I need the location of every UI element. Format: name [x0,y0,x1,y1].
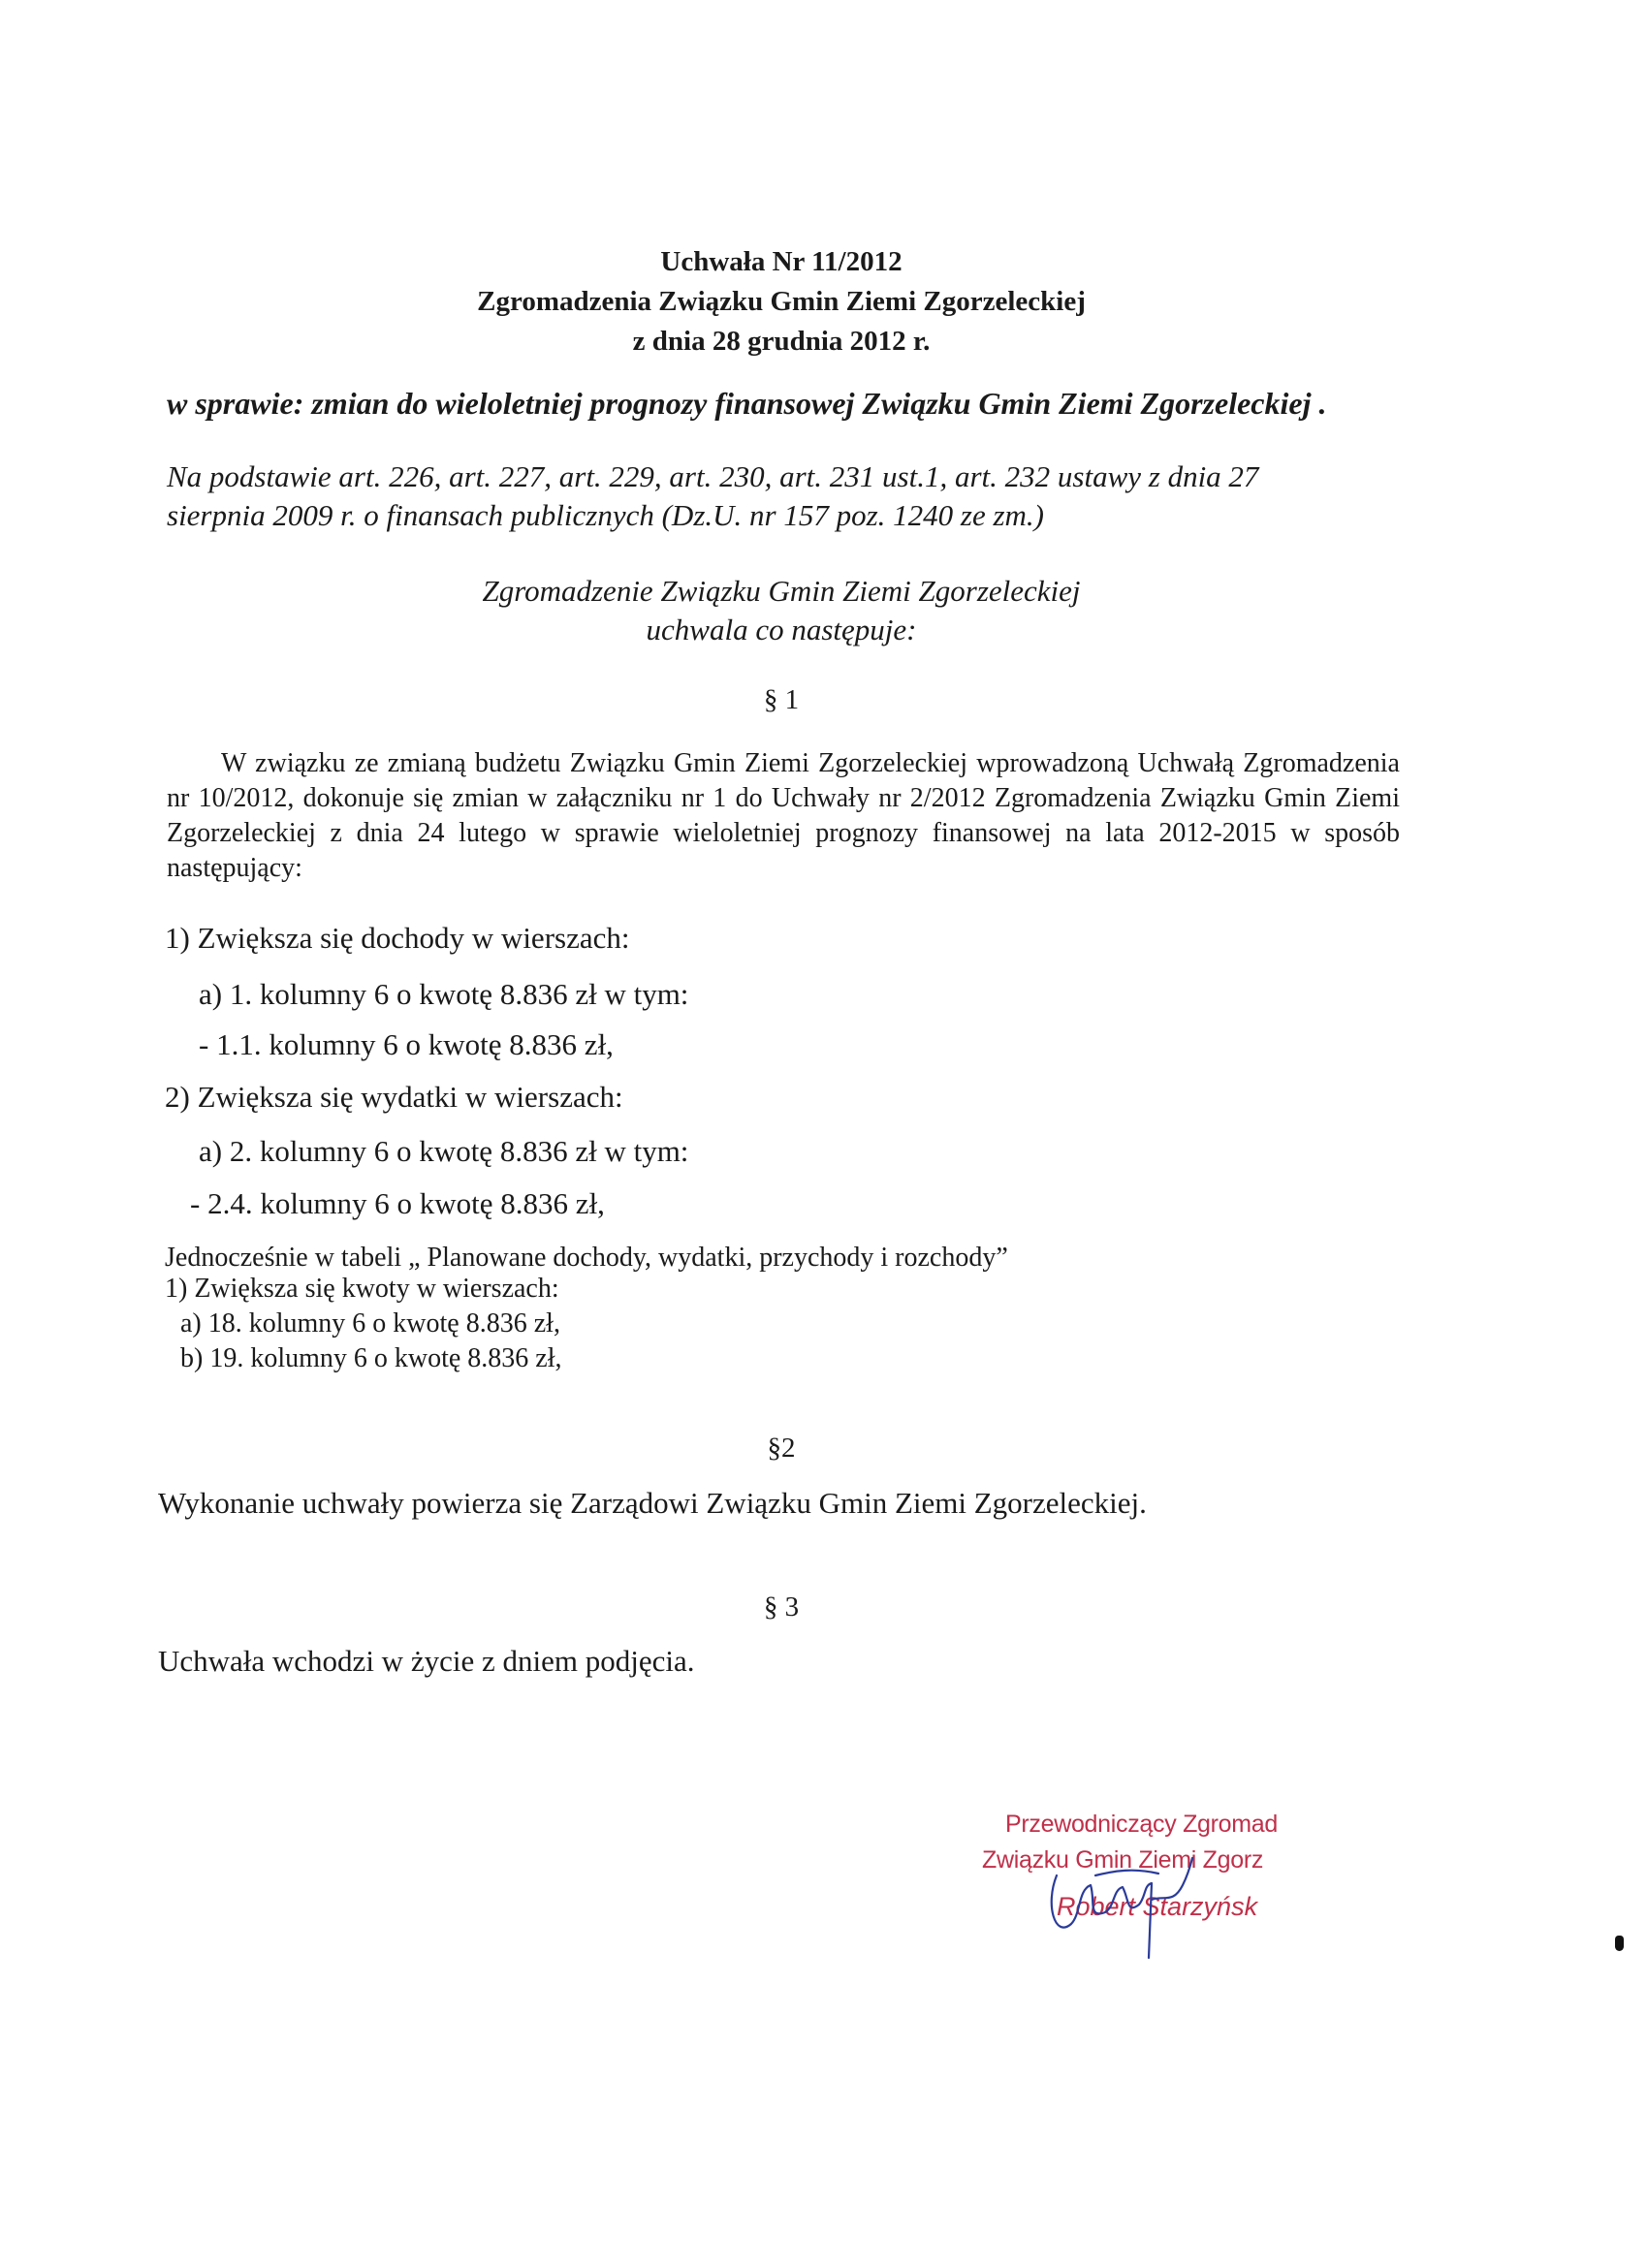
stamp-title: Przewodniczący Zgromad [1005,1811,1279,1838]
section-3-text: Uchwała wchodzi w życie z dniem podjęcia. [158,1644,695,1678]
section-1-intro-text: W związku ze zmianą budżetu Związku Gmin Ziemi Zgorzeleckiej wprowadzoną Uchwałą Zgromadzenia nr 10/2012, dokonuje się zmian w załączniku nr 1 do Uchwały nr 2/2012 Zgromadzenia Związku Gmin Ziemi Zgorzeleckiej z dnia 24 lutego w sprawie wieloletniej prognozy finansowej na lata 2012-2015 w sposób następujący: [167,748,1400,883]
assembly-statement [0,572,1563,649]
assembly-name: Zgromadzenie Związku Gmin Ziemi Zgorzeleckiej [482,574,1081,608]
section-1-heading: § 1 [763,684,800,715]
handwritten-signature [1037,1846,1212,1963]
table-note-line: b) 19. kolumny 6 o kwotę 8.836 zł, [180,1343,562,1373]
stamp-organization: Związku Gmin Ziemi Zgorz [982,1846,1264,1874]
legal-basis [167,457,1388,535]
list-item: 1) Zwiększa się dochody w wierszach: [165,921,630,955]
scan-mark [1615,1936,1624,1951]
table-note-line: a) 18. kolumny 6 o kwotę 8.836 zł, [180,1308,560,1339]
resolves-text: uchwala co następuje: [646,613,917,646]
resolution-body: Zgromadzenia Związku Gmin Ziemi Zgorzeleckiej [477,286,1086,317]
list-item: 2) Zwiększa się wydatki w wierszach: [165,1080,623,1114]
resolution-subject: w sprawie: zmian do wieloletniej prognozy finansowej Związku Gmin Ziemi Zgorzeleckiej . [167,386,1327,421]
stamp-name: Robert Starzyńsk [1057,1892,1258,1921]
list-item: - 2.4. kolumny 6 o kwotę 8.836 zł, [190,1186,605,1220]
section-2-text: Wykonanie uchwały powierza się Zarządowi Związku Gmin Ziemi Zgorzeleckiej. [158,1486,1147,1520]
section-2-heading: §2 [767,1433,796,1464]
section-1-intro [167,746,1400,886]
resolution-number: Uchwała Nr 11/2012 [660,246,903,277]
legal-basis-line: sierpnia 2009 r. o finansach publicznych (Dz.U. nr 157 poz. 1240 ze zm.) [167,498,1044,532]
list-item: - 1.1. kolumny 6 o kwotę 8.836 zł, [199,1027,614,1061]
list-item: a) 2. kolumny 6 o kwotę 8.836 zł w tym: [199,1134,689,1168]
section-3-heading: § 3 [763,1591,800,1622]
legal-basis-line: Na podstawie art. 226, art. 227, art. 229, art. 230, art. 231 ust.1, art. 232 ustawy z dnia 27 [167,459,1259,493]
table-note-line: 1) Zwiększa się kwoty w wierszach: [165,1274,559,1304]
list-item: a) 1. kolumny 6 o kwotę 8.836 zł w tym: [199,977,689,1011]
resolution-header [0,242,1563,362]
table-note-line: Jednocześnie w tabeli „ Planowane dochody, wydatki, przychody i rozchody” [165,1243,1008,1273]
resolution-date: z dnia 28 grudnia 2012 r. [632,326,931,357]
